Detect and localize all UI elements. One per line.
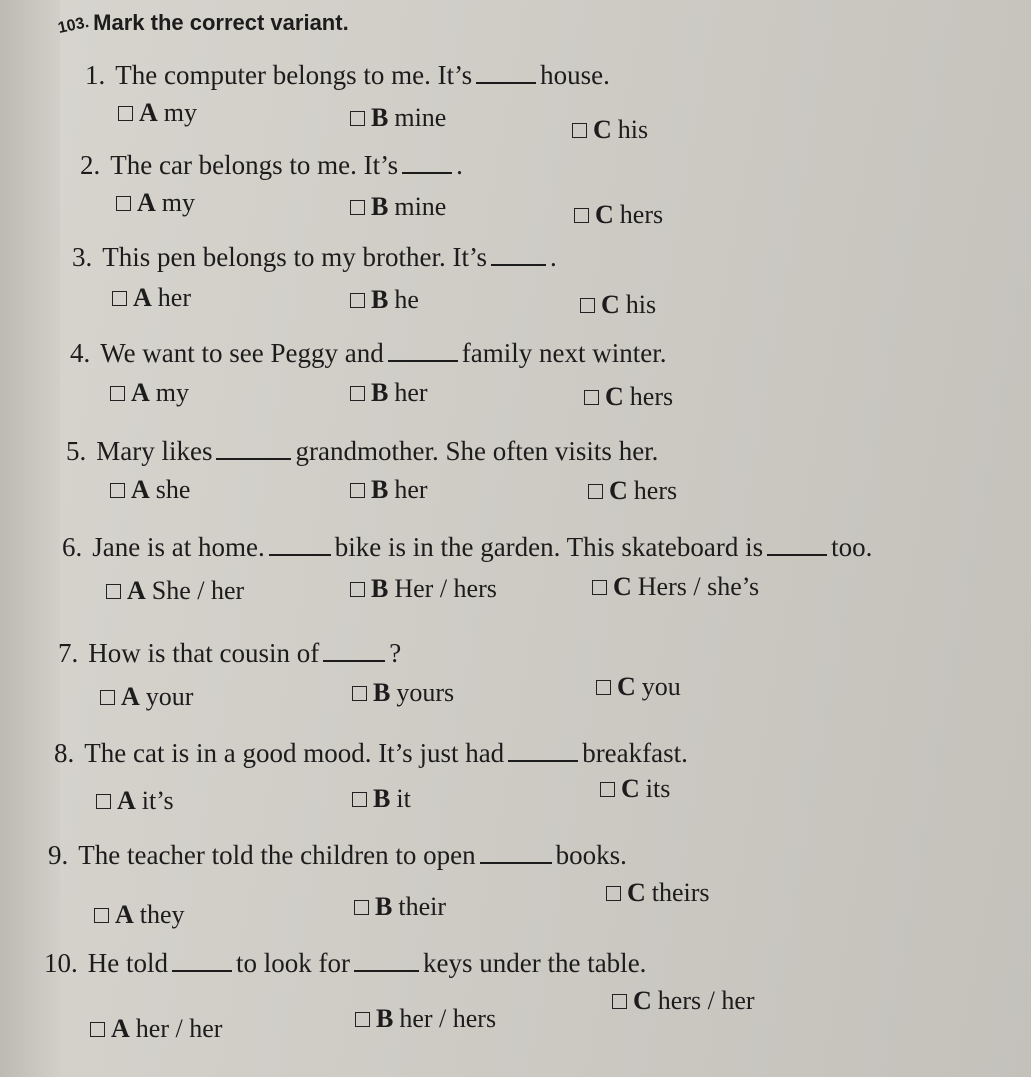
checkbox[interactable] bbox=[574, 208, 589, 223]
answer-blank[interactable] bbox=[491, 240, 546, 266]
sentence-text: . bbox=[456, 150, 463, 180]
checkbox[interactable] bbox=[572, 123, 587, 138]
sentence-text: Jane is at home. bbox=[92, 532, 265, 562]
answer-option-a[interactable] bbox=[112, 283, 191, 313]
sentence-text: The cat is in a good mood. It’s just had bbox=[84, 738, 505, 768]
option-text: my bbox=[161, 188, 196, 217]
option-letter: A bbox=[121, 682, 140, 711]
checkbox[interactable] bbox=[350, 111, 365, 126]
option-text: hers bbox=[633, 476, 678, 505]
question-sentence bbox=[66, 434, 658, 467]
checkbox[interactable] bbox=[116, 196, 131, 211]
checkbox[interactable] bbox=[596, 680, 611, 695]
answer-option-a[interactable] bbox=[90, 1014, 222, 1044]
checkbox[interactable] bbox=[588, 484, 603, 499]
answer-option-a[interactable] bbox=[96, 786, 174, 816]
answer-option-a[interactable] bbox=[94, 900, 185, 930]
answer-option-b[interactable] bbox=[350, 475, 428, 505]
question-sentence bbox=[48, 838, 627, 871]
question-number: 5. bbox=[66, 436, 87, 466]
option-text: my bbox=[163, 98, 198, 127]
answer-option-b[interactable] bbox=[350, 378, 428, 408]
option-text: her bbox=[394, 378, 428, 407]
answer-option-b[interactable] bbox=[352, 784, 411, 814]
option-text: mine bbox=[394, 192, 447, 221]
sentence-text: ? bbox=[389, 638, 402, 668]
checkbox[interactable] bbox=[600, 782, 615, 797]
checkbox[interactable] bbox=[606, 886, 621, 901]
option-text: mine bbox=[394, 103, 447, 132]
sentence-text: books. bbox=[555, 840, 627, 870]
answer-option-b[interactable] bbox=[355, 1004, 496, 1034]
option-text: theirs bbox=[651, 878, 710, 907]
sentence-text: How is that cousin of bbox=[88, 638, 320, 668]
answer-blank[interactable] bbox=[480, 838, 552, 864]
option-text: hers bbox=[619, 200, 664, 229]
option-letter: C bbox=[595, 200, 614, 229]
sentence-text: The computer belongs to me. It’s bbox=[115, 60, 473, 90]
question-number: 9. bbox=[48, 840, 69, 870]
option-letter: C bbox=[593, 115, 612, 144]
option-text: her bbox=[157, 283, 191, 312]
question-number: 8. bbox=[54, 738, 75, 768]
option-letter: B bbox=[371, 285, 389, 314]
checkbox[interactable] bbox=[355, 1012, 370, 1027]
answer-option-b[interactable] bbox=[350, 192, 446, 222]
checkbox[interactable] bbox=[350, 483, 365, 498]
answer-option-b[interactable] bbox=[352, 678, 454, 708]
option-letter: B bbox=[375, 892, 393, 921]
option-text: it’s bbox=[141, 786, 174, 815]
checkbox[interactable] bbox=[350, 386, 365, 401]
question-number: 4. bbox=[70, 338, 91, 368]
answer-blank[interactable] bbox=[216, 434, 291, 460]
question-number: 10. bbox=[44, 948, 78, 978]
question-sentence bbox=[62, 530, 872, 563]
option-letter: C bbox=[617, 672, 636, 701]
answer-option-c[interactable] bbox=[574, 200, 663, 230]
answer-option-b[interactable] bbox=[350, 574, 497, 604]
checkbox[interactable] bbox=[110, 386, 125, 401]
sentence-text: breakfast. bbox=[582, 738, 688, 768]
option-text: they bbox=[139, 900, 185, 929]
option-text: yours bbox=[396, 678, 455, 707]
sentence-text: grandmother. She often visits her. bbox=[295, 436, 659, 466]
answer-option-b[interactable] bbox=[350, 285, 419, 315]
checkbox[interactable] bbox=[118, 106, 133, 121]
page-edge-shadow bbox=[0, 0, 60, 1077]
answer-option-c[interactable] bbox=[600, 774, 670, 804]
option-text: his bbox=[625, 290, 657, 319]
answer-option-c[interactable] bbox=[580, 290, 656, 320]
checkbox[interactable] bbox=[354, 900, 369, 915]
sentence-text: He told bbox=[87, 948, 168, 978]
sentence-text: house. bbox=[540, 60, 610, 90]
checkbox[interactable] bbox=[350, 200, 365, 215]
answer-option-c[interactable] bbox=[606, 878, 710, 908]
option-text: her / her bbox=[135, 1014, 223, 1043]
option-letter: A bbox=[115, 900, 134, 929]
answer-blank[interactable] bbox=[172, 946, 232, 972]
option-letter: A bbox=[127, 576, 146, 605]
checkbox[interactable] bbox=[592, 580, 607, 595]
answer-blank[interactable] bbox=[388, 336, 458, 362]
question-number: 3. bbox=[72, 242, 93, 272]
option-text: your bbox=[145, 682, 194, 711]
option-text: Hers / she’s bbox=[637, 572, 760, 601]
checkbox[interactable] bbox=[612, 994, 627, 1009]
exercise-header bbox=[58, 10, 349, 36]
sentence-text: The car belongs to me. It’s bbox=[110, 150, 399, 180]
checkbox[interactable] bbox=[94, 908, 109, 923]
sentence-text: too. bbox=[831, 532, 873, 562]
option-text: her bbox=[394, 475, 428, 504]
option-letter: A bbox=[139, 98, 158, 127]
option-letter: B bbox=[371, 378, 389, 407]
answer-option-a[interactable] bbox=[110, 378, 189, 408]
option-letter: C bbox=[621, 774, 640, 803]
checkbox[interactable] bbox=[580, 298, 595, 313]
option-letter: C bbox=[613, 572, 632, 601]
option-letter: A bbox=[131, 378, 150, 407]
checkbox[interactable] bbox=[106, 584, 121, 599]
checkbox[interactable] bbox=[350, 582, 365, 597]
option-text: She / her bbox=[151, 576, 245, 605]
option-letter: B bbox=[371, 574, 389, 603]
answer-blank[interactable] bbox=[354, 946, 419, 972]
answer-option-c[interactable] bbox=[596, 672, 681, 702]
answer-blank[interactable] bbox=[508, 736, 578, 762]
option-text: you bbox=[641, 672, 681, 701]
sentence-text: Mary likes bbox=[96, 436, 213, 466]
option-letter: B bbox=[371, 475, 389, 504]
option-letter: A bbox=[117, 786, 136, 815]
sentence-text: family next winter. bbox=[461, 338, 667, 368]
checkbox[interactable] bbox=[350, 293, 365, 308]
answer-option-b[interactable] bbox=[350, 103, 446, 133]
option-letter: B bbox=[371, 103, 389, 132]
option-text: its bbox=[645, 774, 671, 803]
option-text: Her / hers bbox=[394, 574, 497, 603]
answer-option-a[interactable] bbox=[100, 682, 193, 712]
answer-option-c[interactable] bbox=[572, 115, 648, 145]
checkbox[interactable] bbox=[584, 390, 599, 405]
answer-option-c[interactable] bbox=[584, 382, 673, 412]
sentence-text: . bbox=[549, 242, 557, 272]
checkbox[interactable] bbox=[352, 686, 367, 701]
option-letter: C bbox=[633, 986, 652, 1015]
option-text: his bbox=[617, 115, 649, 144]
exercise-title: Mark the correct variant. bbox=[93, 10, 349, 35]
question-number: 1. bbox=[85, 60, 106, 90]
option-letter: A bbox=[133, 283, 152, 312]
question-number: 2. bbox=[80, 150, 101, 180]
option-letter: A bbox=[111, 1014, 130, 1043]
option-letter: A bbox=[131, 475, 150, 504]
option-text: she bbox=[155, 475, 191, 504]
question-sentence bbox=[72, 240, 557, 273]
sentence-text: bike is in the garden. This skateboard is bbox=[334, 532, 764, 562]
question-number: 7. bbox=[58, 638, 79, 668]
answer-blank[interactable] bbox=[767, 530, 827, 556]
option-letter: C bbox=[605, 382, 624, 411]
option-letter: B bbox=[373, 678, 391, 707]
sentence-text: We want to see Peggy and bbox=[100, 338, 384, 368]
sentence-text: This pen belongs to my brother. It’s bbox=[102, 242, 487, 272]
answer-option-b[interactable] bbox=[354, 892, 446, 922]
option-text: he bbox=[394, 285, 419, 314]
sentence-text: keys under the table. bbox=[423, 948, 647, 978]
answer-blank[interactable] bbox=[323, 636, 385, 662]
checkbox[interactable] bbox=[96, 794, 111, 809]
question-sentence bbox=[85, 58, 610, 91]
checkbox[interactable] bbox=[352, 792, 367, 807]
answer-option-a[interactable] bbox=[118, 98, 197, 128]
answer-option-a[interactable] bbox=[116, 188, 195, 218]
answer-option-a[interactable] bbox=[106, 576, 244, 606]
checkbox[interactable] bbox=[100, 690, 115, 705]
option-text: her / hers bbox=[399, 1004, 497, 1033]
sentence-text: to look for bbox=[236, 948, 350, 978]
answer-blank[interactable] bbox=[269, 530, 331, 556]
answer-option-a[interactable] bbox=[110, 475, 190, 505]
option-text: hers / her bbox=[657, 986, 755, 1015]
answer-option-c[interactable] bbox=[588, 476, 677, 506]
question-sentence bbox=[44, 946, 646, 979]
checkbox[interactable] bbox=[112, 291, 127, 306]
question-sentence bbox=[54, 736, 688, 769]
exercise-number: 103. bbox=[56, 13, 91, 38]
option-text: it bbox=[396, 784, 411, 813]
option-text: their bbox=[398, 892, 446, 921]
sentence-text: The teacher told the children to open bbox=[78, 840, 476, 870]
answer-option-c[interactable] bbox=[592, 572, 759, 602]
question-sentence bbox=[58, 636, 401, 669]
checkbox[interactable] bbox=[110, 483, 125, 498]
option-text: hers bbox=[629, 382, 674, 411]
checkbox[interactable] bbox=[90, 1022, 105, 1037]
question-sentence bbox=[70, 336, 666, 369]
option-text: my bbox=[155, 378, 190, 407]
option-letter: B bbox=[371, 192, 389, 221]
option-letter: C bbox=[609, 476, 628, 505]
question-sentence bbox=[80, 148, 463, 181]
option-letter: C bbox=[601, 290, 620, 319]
option-letter: B bbox=[376, 1004, 394, 1033]
answer-blank[interactable] bbox=[476, 58, 536, 84]
question-number: 6. bbox=[62, 532, 83, 562]
answer-blank[interactable] bbox=[402, 148, 452, 174]
answer-option-c[interactable] bbox=[612, 986, 755, 1016]
option-letter: B bbox=[373, 784, 391, 813]
option-letter: A bbox=[137, 188, 156, 217]
option-letter: C bbox=[627, 878, 646, 907]
